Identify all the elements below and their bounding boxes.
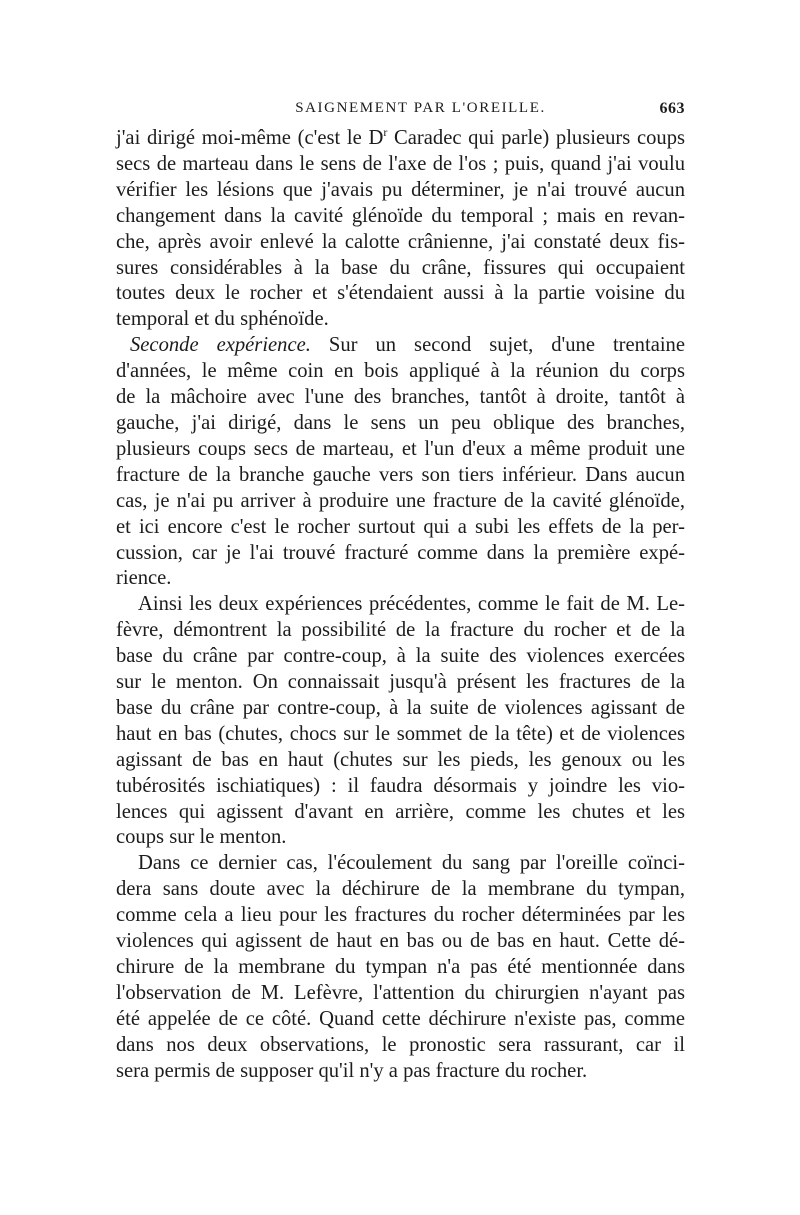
text-line: coups sur le menton. — [116, 826, 287, 849]
running-title: SAIGNEMENT PAR L'OREILLE. — [295, 100, 546, 116]
text-line: temporal et du sphénoïde. — [116, 308, 329, 331]
text-line: vérifier les lésions que j'avais pu déterminer, je n'ai trouvé aucun — [116, 178, 685, 201]
paragraph — [116, 592, 685, 851]
text-line: d'années, le même coin en bois appliqué à la réunion du corps — [116, 360, 685, 383]
text-line: cas, je n'ai pu arriver à produire une fracture de la cavité glénoïde, — [116, 489, 685, 512]
book-page — [116, 94, 685, 1085]
text-line: che, après avoir enlevé la calotte crânienne, j'ai constaté deux fis- — [116, 230, 685, 253]
text-line: sur le menton. On connaissait jusqu'à présent les fractures de la — [116, 671, 685, 694]
text-line: toutes deux le rocher et s'étendaient aussi à la partie voisine du — [116, 282, 685, 305]
paragraph — [116, 851, 685, 1084]
section-lead: Seconde expérience. — [130, 334, 311, 357]
text-line: secs de marteau dans le sens de l'axe de l'os ; puis, quand j'ai voulu — [116, 152, 685, 175]
text-line: sures considérables à la base du crâne, fissures qui occupaient — [116, 256, 685, 279]
text-line: de la mâchoire avec l'une des branches, tantôt à droite, tantôt à — [116, 386, 685, 409]
text-line: fracture de la branche gauche vers son tiers inférieur. Dans aucun — [116, 463, 685, 486]
text-line: haut en bas (chutes, chocs sur le sommet de la tête) et de violences — [116, 722, 685, 745]
text-line: lences qui agissent d'avant en arrière, comme les chutes et les — [116, 800, 685, 823]
page-number: 663 — [659, 100, 685, 117]
text-line: Seconde expérience. Sur un second sujet, d'une trentaine — [130, 334, 685, 357]
text-line: base du crâne par contre-coup, à la suite des violences exercées — [116, 645, 685, 668]
text-line: Ainsi les deux expériences précédentes, comme le fait de M. Le- — [138, 593, 685, 616]
text-line: tubérosités ischiatiques) : il faudra désormais y joindre les vio- — [116, 774, 685, 797]
text-line: Dans ce dernier cas, l'écoulement du sang par l'oreille coïnci- — [138, 852, 685, 875]
page-header — [116, 94, 685, 124]
text-line: dera sans doute avec la déchirure de la membrane du tympan, — [116, 878, 685, 901]
text-line: été appelée de ce côté. Quand cette déchirure n'existe pas, comme — [116, 1007, 685, 1030]
text-line: dans nos deux observations, le pronostic sera rassurant, car il — [116, 1033, 685, 1056]
text-line: gauche, j'ai dirigé, dans le sens un peu oblique des branches, — [116, 411, 685, 434]
text-line: violences qui agissent de haut en bas ou de bas en haut. Cette dé- — [116, 930, 685, 953]
paragraph — [116, 333, 685, 592]
text-line: cussion, car je l'ai trouvé fracturé comme dans la première expé- — [116, 541, 685, 564]
text-line: l'observation de M. Lefèvre, l'attention du chirurgien n'ayant pas — [116, 981, 685, 1004]
text-line: comme cela a lieu pour les fractures du rocher déterminées par les — [116, 904, 685, 927]
text-line: sera permis de supposer qu'il n'y a pas fracture du rocher. — [116, 1059, 588, 1082]
text-line: j'ai dirigé moi-même (c'est le $D^r$ Caradec qui parle) plusieurs coups — [116, 125, 686, 149]
body-text — [116, 126, 685, 1085]
text-line: base du crâne par contre-coup, à la suite de violences agissant de — [116, 696, 685, 719]
text-line: et ici encore c'est le rocher surtout qui a subi les effets de la per- — [116, 515, 685, 538]
text-line: plusieurs coups secs de marteau, et l'un d'eux a même produit une — [116, 437, 685, 460]
text-line: rience. — [116, 567, 172, 590]
text-line: agissant de bas en haut (chutes sur les pieds, les genoux ou les — [116, 748, 685, 771]
text-line: changement dans la cavité glénoïde du temporal ; mais en revan- — [116, 204, 685, 227]
text-line: chirure de la membrane du tympan n'a pas été mentionnée dans — [116, 956, 685, 978]
paragraph — [116, 126, 685, 333]
text-line: fèvre, démontrent la possibilité de la fracture du rocher et de la — [116, 619, 685, 642]
